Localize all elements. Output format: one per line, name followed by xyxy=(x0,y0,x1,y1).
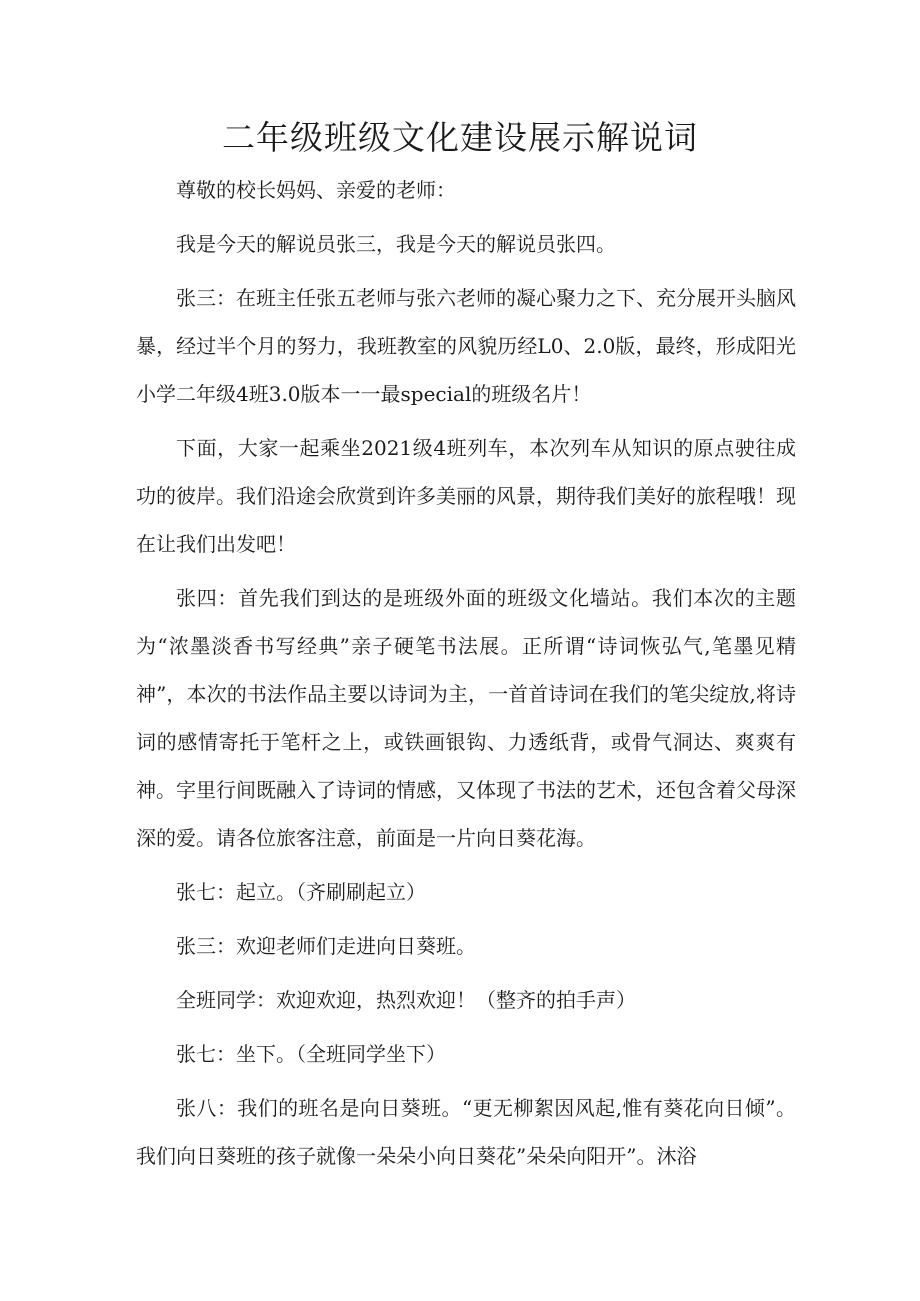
document-title: 二年级班级文化建设展示解说词 xyxy=(222,118,698,157)
paragraph-zhangqi-stand: 张七：起立。（齐刷刷起立） xyxy=(176,880,426,904)
paragraph-zhangba: 张八：我们的班名是向日葵班。“更无柳絮因风起,惟有葵花向日倾”。我们向日葵班的孩子就像一朵朵小向日葵花”朵朵向阳开”。沐浴 xyxy=(136,1096,796,1168)
paragraph-zhangsi: 张四：首先我们到达的是班级外面的班级文化墙站。我们本次的主题为“浓墨淡香书写经典”亲子硬笔书法展。正所谓“诗词恢弘气,笔墨见精神”，本次的书法作品主要以诗词为主，一首首诗词在我们的笔尖绽放,将诗词的感情寄托于笔杆之上，或铁画银钩、力透纸背，或骨气洞达、爽爽有神。字里行间既融入了诗词的情感，又体现了书法的艺术，还包含着父母深深的爱。请各位旅客注意，前面是一片向日葵花海。 xyxy=(136,586,796,850)
paragraph-class-welcome: 全班同学：欢迎欢迎，热烈欢迎！（整齐的拍手声） xyxy=(176,988,636,1012)
paragraph-zhangsan-welcome: 张三：欢迎老师们走进向日葵班。 xyxy=(176,934,476,958)
paragraph-zhangqi-sit: 张七：坐下。（全班同学坐下） xyxy=(176,1042,446,1066)
paragraph-zhangsan-1: 张三：在班主任张五老师与张六老师的凝心聚力之下、充分展开头脑风暴，经过半个月的努力，我班教室的风貌历经L0、2.0版，最终，形成阳光小学二年级4班3.0版本一一最special的班级名片！ xyxy=(136,286,796,406)
paragraph-intro: 我是今天的解说员张三，我是今天的解说员张四。 xyxy=(176,232,616,256)
document-body xyxy=(136,166,796,1180)
paragraph-train: 下面，大家一起乘坐2021级4班列车，本次列车从知识的原点驶往成功的彼岸。我们沿途会欣赏到许多美丽的风景，期待我们美好的旅程哦！现在让我们出发吧！ xyxy=(136,436,796,556)
paragraph-greeting: 尊敬的校长妈妈、亲爱的老师： xyxy=(176,178,456,202)
